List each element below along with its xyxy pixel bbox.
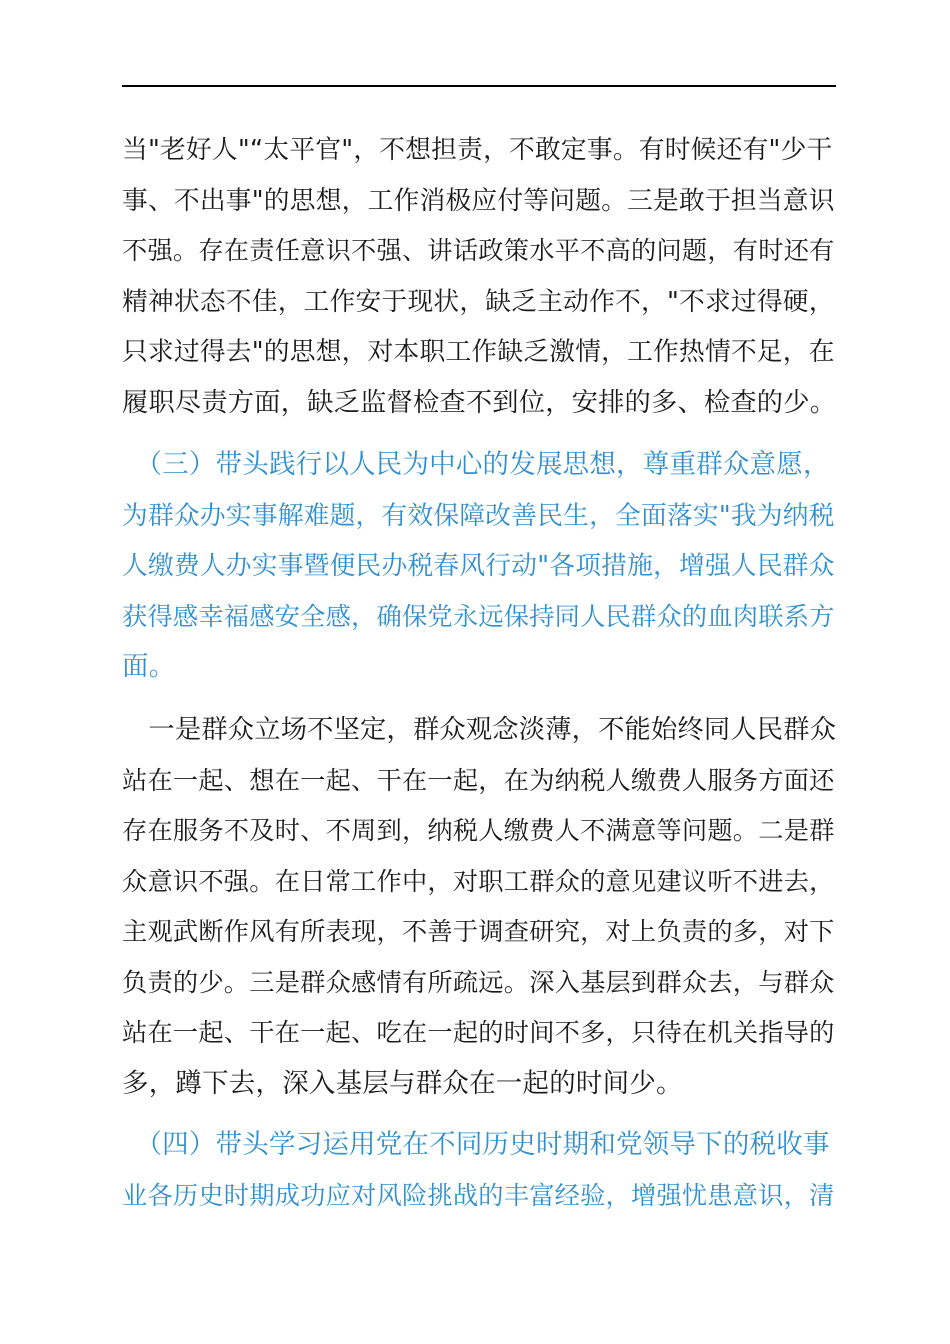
text-line: 当"老好人"“太平官"，不想担责，不敢定事。有时候还有"少干 — [122, 135, 833, 165]
text-line: 多，蹲下去，深入基层与群众在一起的时间少。 — [122, 1067, 683, 1099]
text-line: 存在服务不及时、不周到，纳税人缴费人不满意等问题。二是群 — [122, 816, 835, 845]
text-line: 站在一起、想在一起、干在一起，在为纳税人缴费人服务方面还 — [122, 765, 835, 795]
text-line: 面。 — [122, 651, 176, 682]
body-paragraph-1 — [122, 125, 836, 428]
text-line: （四）带头学习运用党在不同历史时期和党领导下的税收事 — [122, 1129, 830, 1160]
text-line: 精神状态不佳，工作安于现状，缺乏主动作不，"不求过得硬， — [122, 286, 835, 317]
text-line: 履职尽责方面，缺乏监督检查不到位，安排的多、检查的少。 — [122, 387, 837, 418]
text-line: 一是群众立场不坚定，群众观念淡薄，不能始终同人民群众 — [122, 715, 837, 745]
body-paragraph-2 — [122, 705, 836, 1109]
text-line: 业各历史时期成功应对风险挑战的丰富经验，增强忧患意识，清 — [122, 1180, 835, 1210]
text-line: 众意识不强。在日常工作中，对职工群众的意见建议听不进去， — [122, 866, 835, 896]
section-heading-4 — [122, 1120, 836, 1221]
header-rule — [122, 85, 836, 87]
text-line: 事、不出事"的思想，工作消极应付等问题。三是敢于担当意识 — [122, 185, 835, 216]
text-line: 为群众办实事解难题，有效保障改善民生，全面落实"我为纳税 — [122, 500, 835, 531]
text-line: 获得感幸福感安全感，确保党永远保持同人民群众的血肉联系方 — [122, 601, 835, 631]
text-line: 只求过得去"的思想，对本职工作缺乏激情，工作热情不足，在 — [122, 337, 835, 367]
text-line: 人缴费人办实事暨便民办税春风行动"各项措施，增强人民群众 — [122, 551, 835, 581]
text-line: 站在一起、干在一起、吃在一起的时间不多，只待在机关指导的 — [122, 1018, 835, 1047]
text-line: 不强。存在责任意识不强、讲话政策水平不高的问题，有时还有 — [122, 236, 835, 265]
text-line: 负责的少。三是群众感情有所疏远。深入基层到群众去，与群众 — [122, 967, 835, 997]
text-line: 主观武断作风有所表现，不善于调查研究，对上负责的多，对下 — [122, 917, 835, 946]
section-heading-3 — [122, 440, 836, 693]
text-line: （三）带头践行以人民为中心的发展思想，尊重群众意愿， — [122, 449, 830, 480]
